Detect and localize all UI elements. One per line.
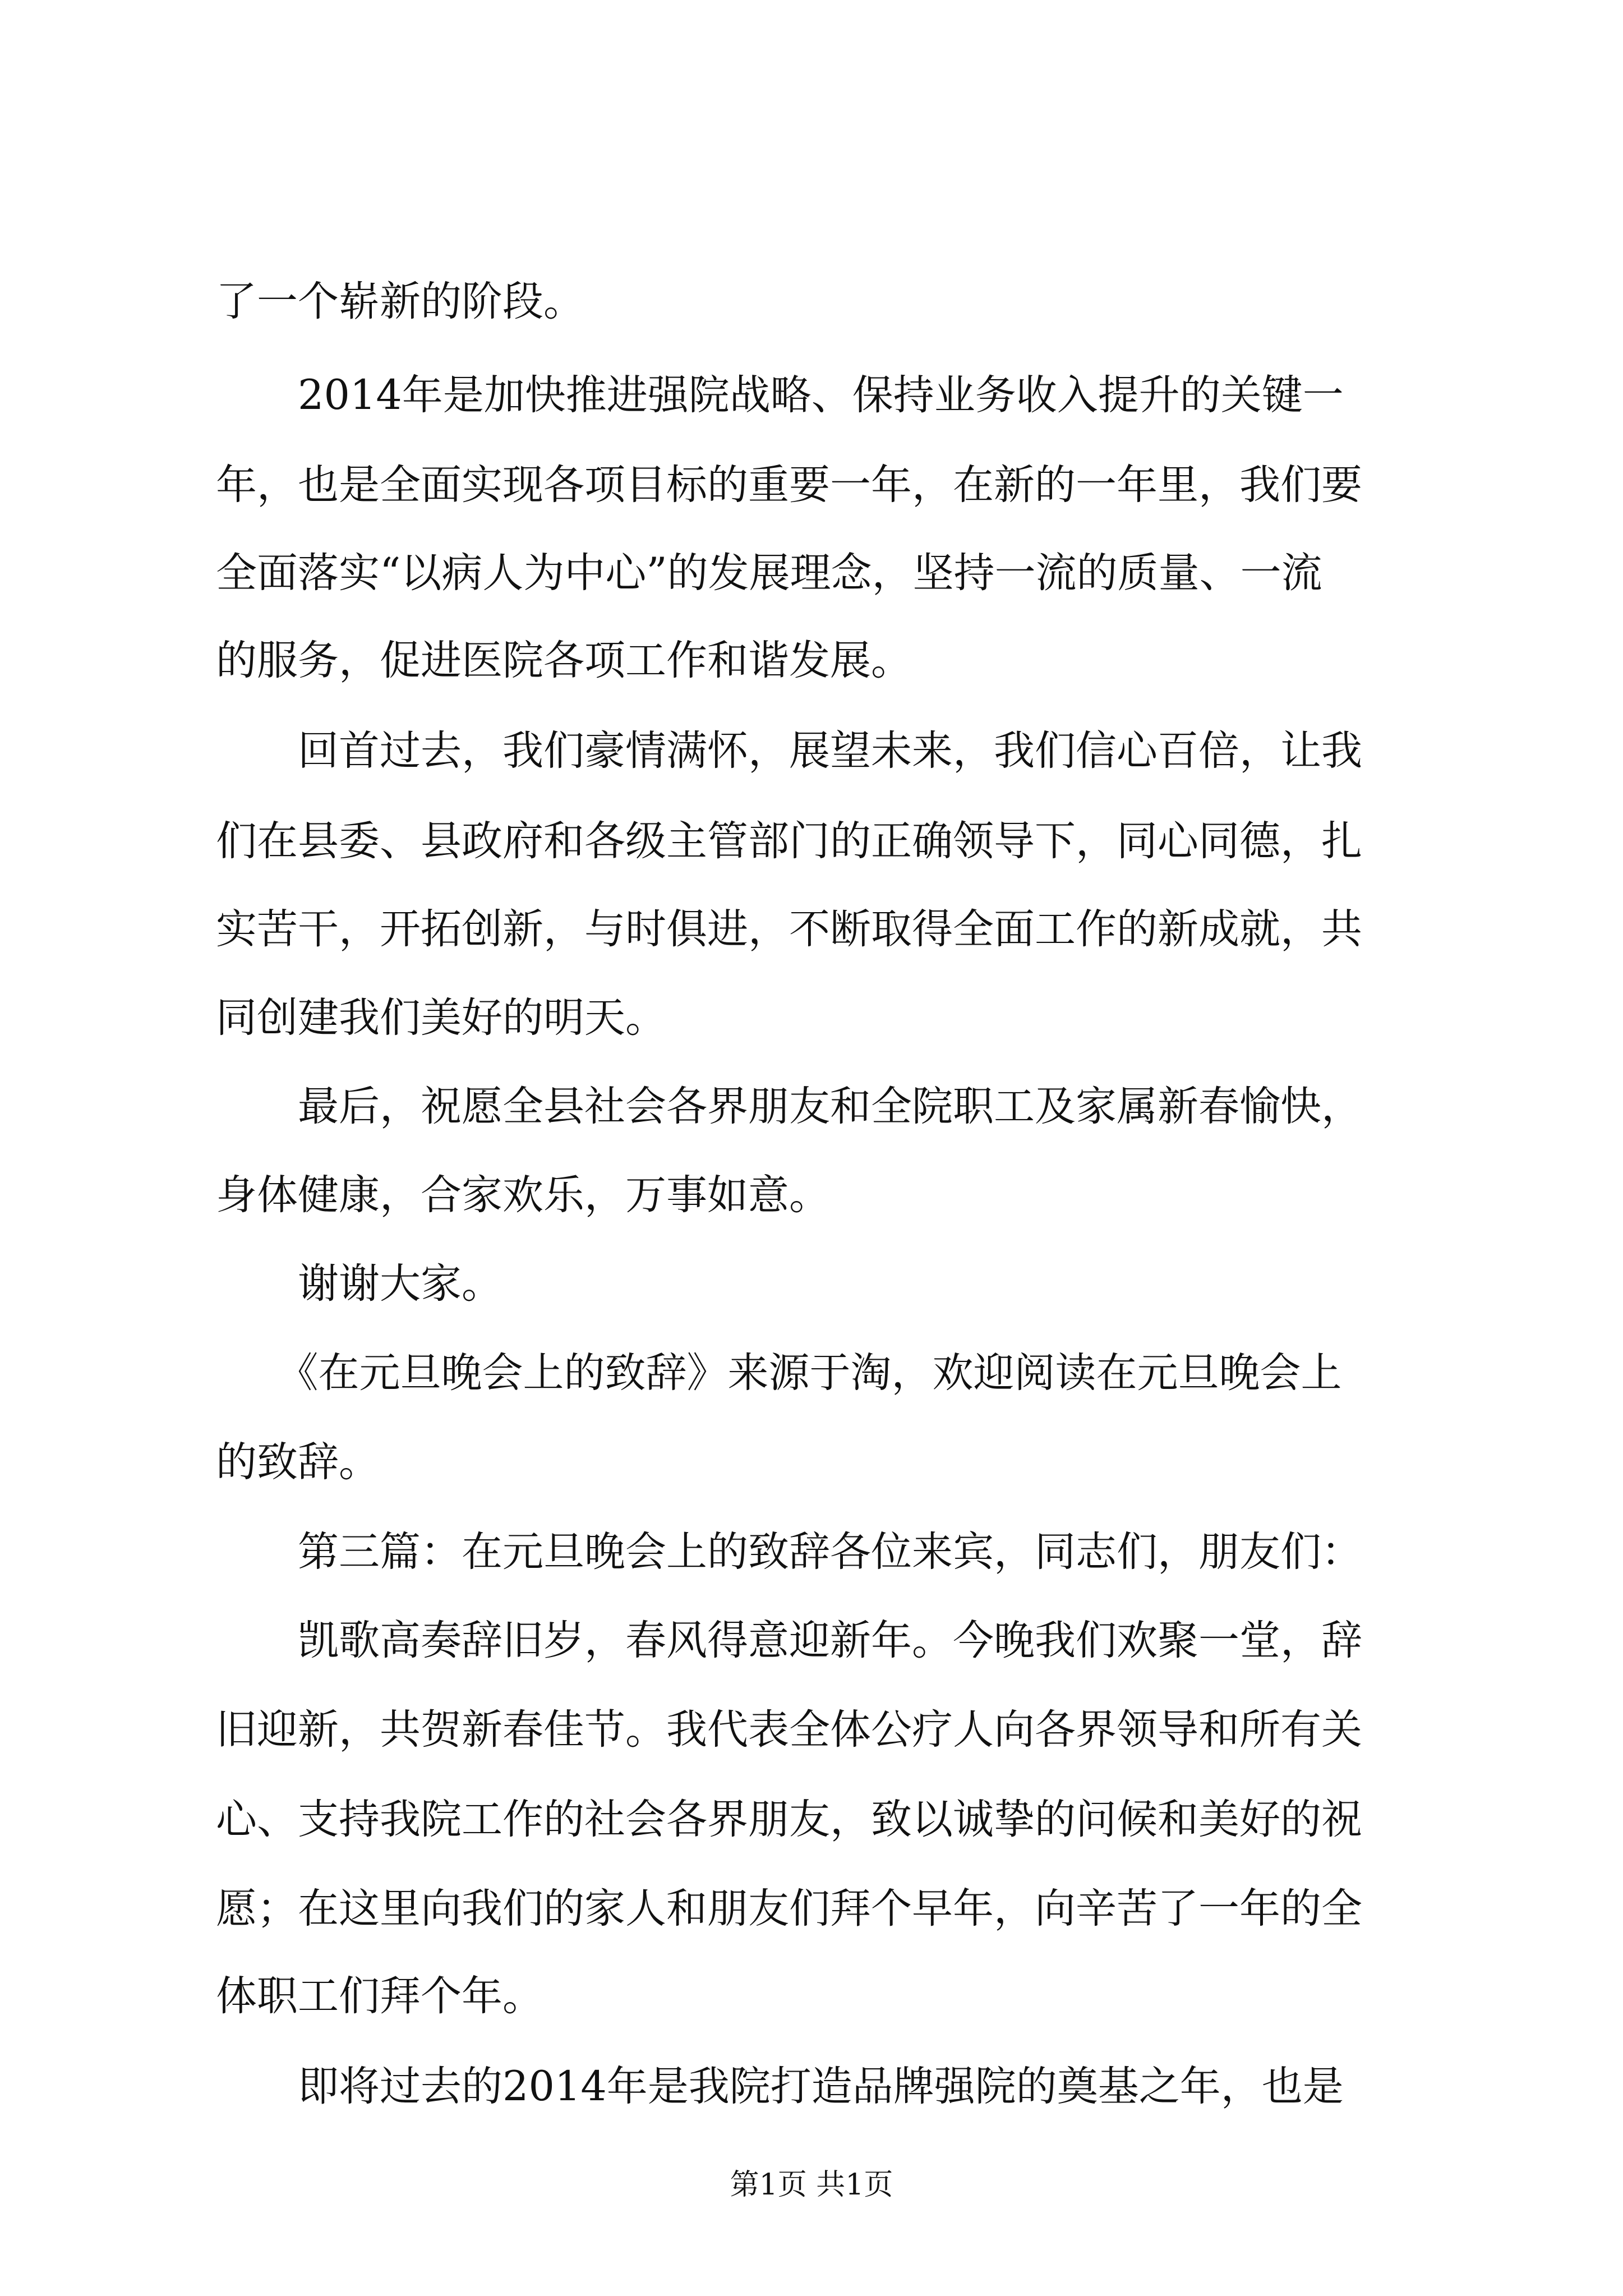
text-line: 第三篇：在元旦晚会上的致辞各位来宾，同志们，朋友们：	[216, 1528, 1362, 1576]
text-line: 全面落实“以病人为中心”的发展理念，坚持一流的质量、一流	[216, 549, 1322, 597]
page-footer: 第1页 共1页	[730, 2168, 893, 2202]
text-line: 愿；在这里向我们的家人和朋友们拜个早年，向辛苦了一年的全	[216, 1885, 1362, 1932]
text-line: 的服务，促进医院各项工作和谐发展。	[216, 637, 912, 684]
text-line: 谢谢大家。	[216, 1260, 502, 1308]
text-line: 同创建我们美好的明天。	[216, 994, 666, 1042]
text-line: 即将过去的2014年是我院打造品牌强院的奠基之年，也是	[216, 2063, 1344, 2110]
text-line: 实苦干，开拓创新，与时俱进，不断取得全面工作的新成就，共	[216, 905, 1362, 953]
text-line: 心、支持我院工作的社会各界朋友，致以诚挚的问候和美好的祝	[216, 1796, 1362, 1843]
text-line: 最后，祝愿全县社会各界朋友和全院职工及家属新春愉快，	[216, 1083, 1362, 1130]
text-line: 《在元旦晚会上的致辞》来源于淘，欢迎阅读在元旦晚会上	[216, 1349, 1342, 1397]
text-line: 们在县委、县政府和各级主管部门的正确领导下，同心同德，扎	[216, 817, 1362, 865]
text-line: 的致辞。	[216, 1438, 380, 1486]
text-line: 身体健康，合家欢乐，万事如意。	[216, 1171, 830, 1219]
text-line: 凯歌高奏辞旧岁，春风得意迎新年。今晚我们欢聚一堂，辞	[216, 1617, 1362, 1664]
text-line: 了一个崭新的阶段。	[216, 278, 584, 325]
text-line: 体职工们拜个年。	[216, 1972, 543, 2020]
text-line: 2014年是加快推进强院战略、保持业务收入提升的关键一	[216, 371, 1344, 419]
text-line: 旧迎新，共贺新春佳节。我代表全体公疗人向各界领导和所有关	[216, 1706, 1362, 1754]
text-line: 回首过去，我们豪情满怀，展望未来，我们信心百倍，让我	[216, 727, 1362, 775]
text-line: 年，也是全面实现各项目标的重要一年，在新的一年里，我们要	[216, 461, 1362, 509]
